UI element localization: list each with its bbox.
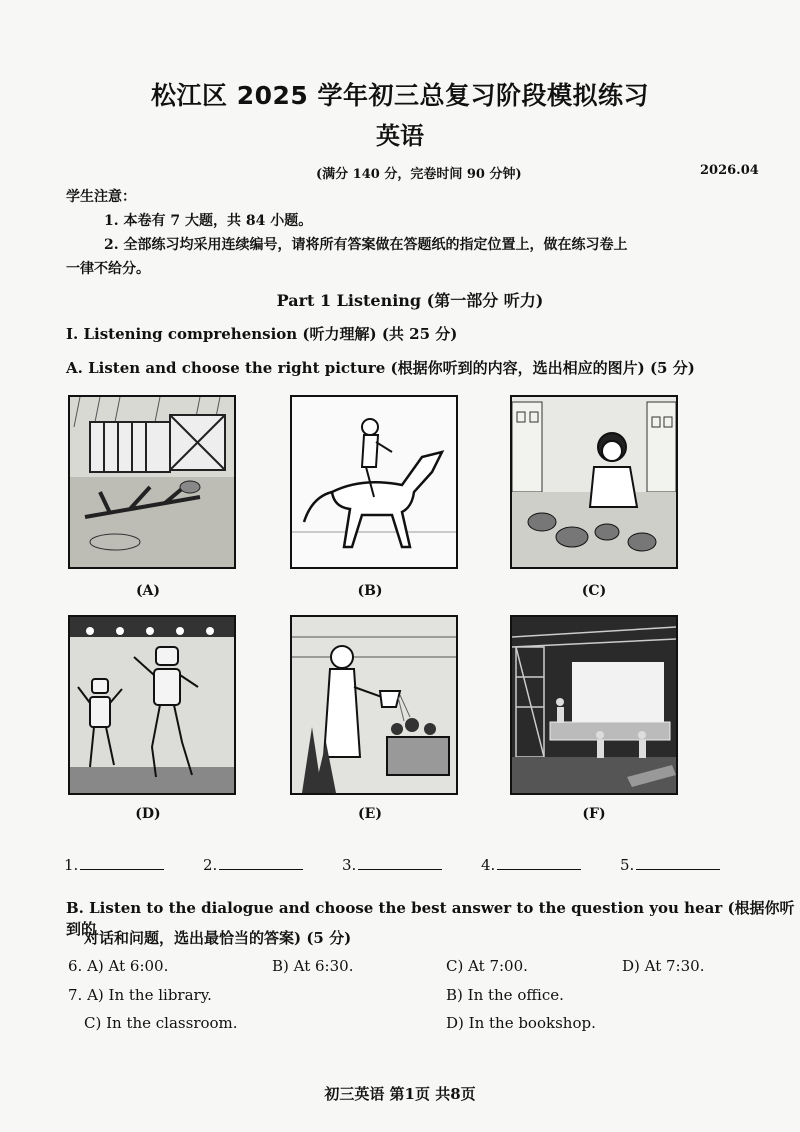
q6-option-d[interactable]: D) At 7:30. (622, 957, 705, 975)
girl-feeding-cats-icon (512, 397, 676, 567)
answer-blank-5[interactable]: 5. (620, 855, 720, 874)
answer-blank-3[interactable]: 3. (342, 855, 442, 874)
section-a-heading: A. Listen and choose the right picture (根据你听到的内容，选出相应的图片) (5 分) (66, 359, 695, 377)
watering-garden-icon (292, 617, 456, 793)
picture-b (290, 395, 458, 569)
horse-rider-icon (292, 397, 456, 567)
dancing-robots-icon (70, 617, 234, 793)
notice-item-1: 1. 本卷有 7 大题，共 84 小题。 (104, 213, 313, 229)
exam-meta: (满分 140 分，完卷时间 90 分钟) (316, 167, 522, 182)
notice-heading: 学生注意： (66, 189, 136, 205)
stage-construction-icon (512, 617, 676, 793)
answer-blanks (0, 855, 800, 879)
notice-item-2-continued: 一律不给分。 (66, 261, 150, 277)
answer-blank-4[interactable]: 4. (481, 855, 581, 874)
storm-garden-icon (70, 397, 234, 567)
exam-title: 松江区 2025 学年初三总复习阶段模拟练习 (151, 81, 649, 110)
section-i-heading: I. Listening comprehension (听力理解) (共 25 分) (66, 325, 458, 343)
picture-c (510, 395, 678, 569)
answer-blank-2[interactable]: 2. (203, 855, 303, 874)
notice-item-2: 2. 全部练习均采用连续编号，请将所有答案做在答题纸的指定位置上，做在练习卷上 (104, 237, 628, 253)
picture-c-label: (C) (581, 583, 607, 599)
picture-e (290, 615, 458, 795)
picture-b-label: (B) (357, 583, 383, 599)
exam-date: 2026.04 (700, 163, 759, 178)
picture-a-label: (A) (135, 583, 161, 599)
picture-d (68, 615, 236, 795)
q7-option-b[interactable]: B) In the office. (446, 986, 564, 1004)
answer-blank-1[interactable]: 1. (64, 855, 164, 874)
q7-option-d[interactable]: D) In the bookshop. (446, 1014, 596, 1032)
q6-option-a[interactable]: 6. A) At 6:00. (68, 957, 169, 975)
picture-f-label: (F) (582, 806, 606, 822)
section-b-heading-continued: 对话和问题，选出最恰当的答案) (5 分) (84, 929, 352, 947)
picture-a (68, 395, 236, 569)
q6-option-b[interactable]: B) At 6:30. (272, 957, 354, 975)
subject-title: 英语 (376, 122, 424, 150)
picture-d-label: (D) (135, 806, 161, 822)
section-b-heading: B. Listen to the dialogue and choose the best answer to the question you hear (根据你听到的 (66, 899, 795, 938)
q7-option-c[interactable]: C) In the classroom. (84, 1014, 238, 1032)
q7-option-a[interactable]: 7. A) In the library. (68, 986, 212, 1004)
part-1-heading: Part 1 Listening (第一部分 听力) (276, 291, 544, 310)
picture-f (510, 615, 678, 795)
q6-option-c[interactable]: C) At 7:00. (446, 957, 528, 975)
page-footer: 初三英语 第1页 共8页 (324, 1085, 476, 1103)
picture-e-label: (E) (358, 806, 382, 822)
